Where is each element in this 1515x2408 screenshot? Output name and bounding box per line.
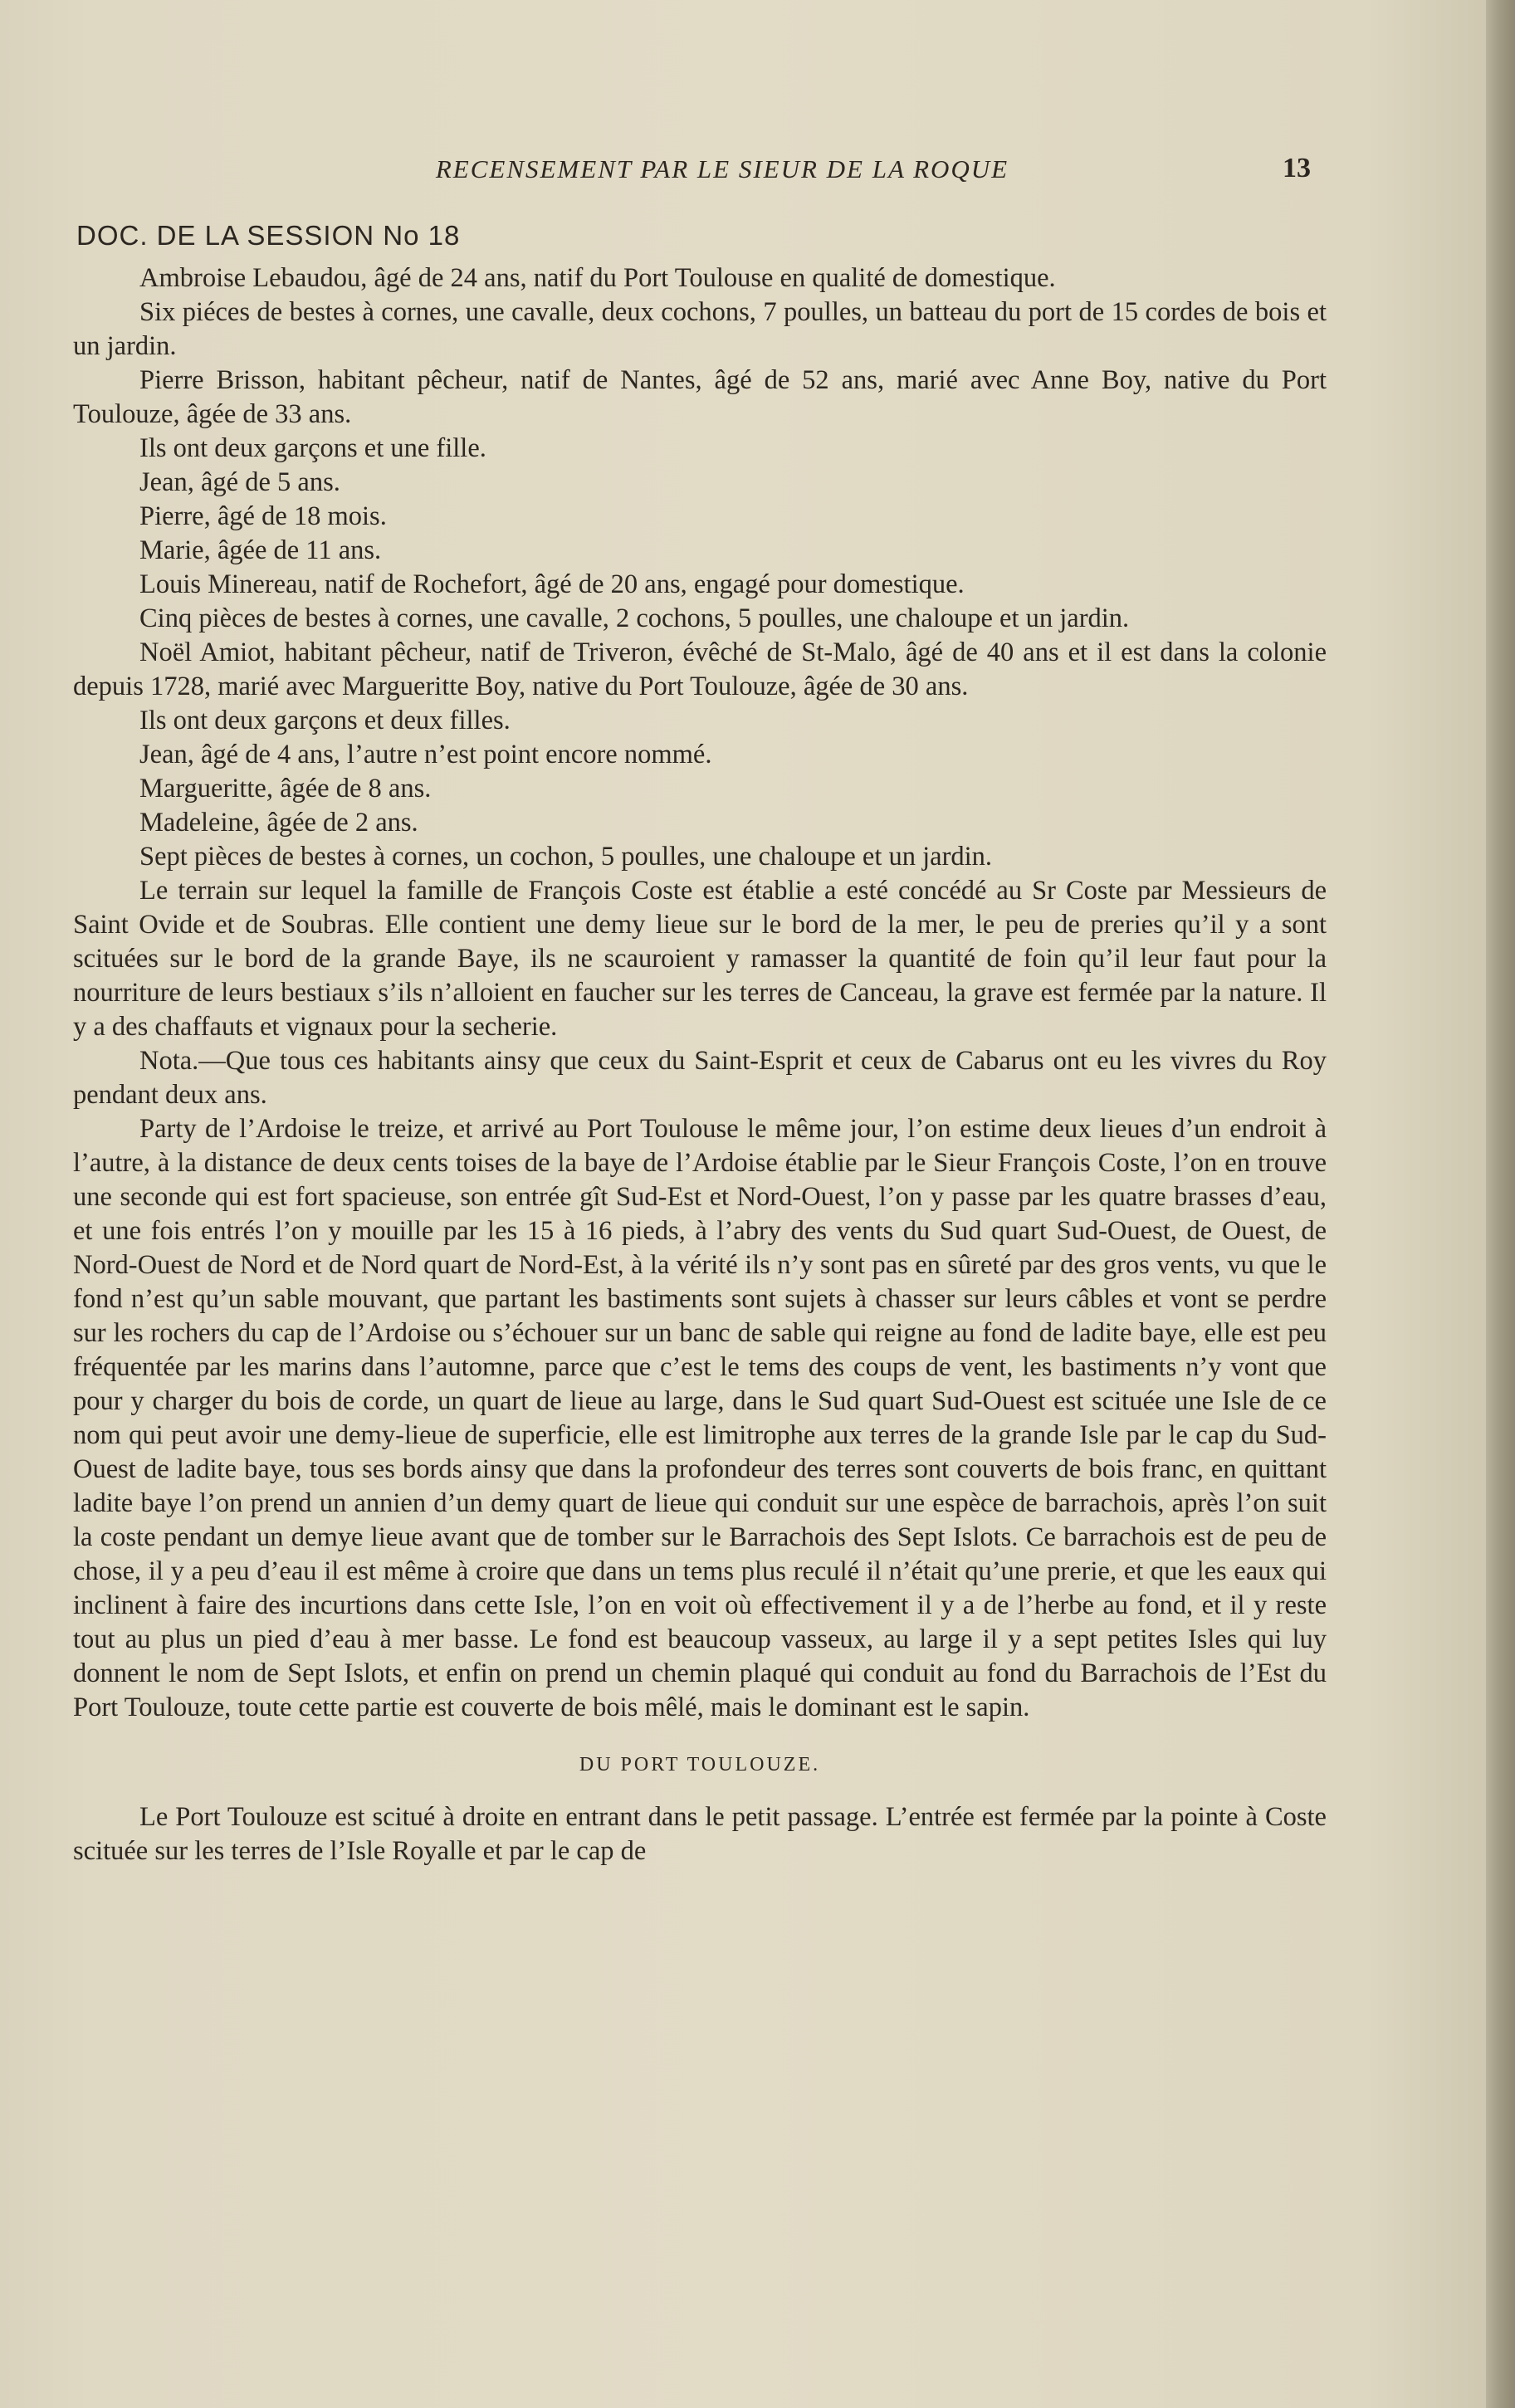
paragraph: Ils ont deux garçons et deux filles. <box>139 706 511 735</box>
paragraph: Pierre Brisson, habitant pêcheur, natif de Nantes, âgé de 52 ans, marié avec Anne Boy, native du Port Toulouze, âgée de 33 ans. <box>73 365 1327 429</box>
paragraph: Madeleine, âgée de 2 ans. <box>139 808 418 838</box>
paragraph: Ils ont deux garçons et une fille. <box>139 433 486 463</box>
session-label: DOC. DE LA SESSION No 18 <box>76 220 461 251</box>
paragraph-nota: Nota.—Que tous ces habitants ainsy que ceux du Saint-Esprit et ceux de Cabarus ont eu les vivres du Roy pendant deux ans. <box>73 1046 1327 1110</box>
paragraph: Louis Minereau, natif de Rochefort, âgé de 20 ans, engagé pour domestique. <box>139 569 965 599</box>
section-heading: DU PORT TOULOUZE. <box>579 1754 821 1775</box>
document-body <box>73 261 1327 1868</box>
paragraph: Party de l’Ardoise le treize, et arrivé au Port Toulouse le même jour, l’on estime deux lieues d’un endroit à l’autre, à la distance de deux cents toises de la baye de l’Ardoise établie par le Sieur François Coste, l’on en trouve une seconde qui est fort spacieuse, son entrée gît Sud-Est et Nord-Ouest, l’on y passe par les quatre brasses d’eau, et une fois entrés l’on y mouille par les 15 à 16 pieds, à l’abry des vents du Sud quart Sud-Ouest, de Ouest, de Nord-Ouest de Nord et de Nord quart de Nord-Est, à la vérité ils n’y sont pas en sûreté par des gros vents, vu que le fond n’est qu’un sable mouvant, que partant les bastiments sont sujets à chasser sur leurs câbles et vont se perdre sur les rochers du cap de l’Ardoise ou s’échouer sur un banc de sable qui reigne au fond de ladite baye, elle est peu fréquentée par les marins dans l’automne, parce que c’est le tems des coups de vent, les bastiments n’y vont que pour y charger du bois de corde, un quart de lieue au large, dans le Sud quart Sud-Ouest est scituée une Isle de ce nom qui peut avoir une demy-lieue de superficie, elle est limitrophe aux terres de la grande Isle par le cap du Sud-Ouest de ladite baye, tous ses bords ainsy que dans la profondeur des terres sont couverts de bois franc, en quittant ladite baye l’on prend un annien d’un demy quart de lieue qui conduit sur une espèce de barrachois, après l’on suit la coste pendant un demye lieue avant que de tomber sur le Barrachois des Sept Islots. Ce barrachois est de peu de chose, il y a peu d’eau il est même à croire que dans un tems plus reculé il n’était qu’une prerie, et que les eaux qui inclinent à faire des incurtions dans cette Isle, l’on en voit où effectivement il y a de l’herbe au fond, et il y reste tout au plus un pied d’eau à mer basse. Le fond est beaucoup vasseux, au large il y a sept petites Isles qui luy donnent le nom de Sept Islots, et enfin on prend un chemin plaqué qui conduit au fond du Barrachois de l’Est du Port Toulouze, toute cette partie est couverte de bois mêlé, mais le dominant est le sapin. <box>73 1114 1327 1722</box>
page-number: 13 <box>1283 153 1311 183</box>
paragraph: Jean, âgé de 4 ans, l’autre n’est point encore nommé. <box>139 740 712 769</box>
paragraph: Sept pièces de bestes à cornes, un cochon, 5 poulles, une chaloupe et un jardin. <box>139 842 993 872</box>
paragraph: Marie, âgée de 11 ans. <box>139 535 382 565</box>
paragraph: Jean, âgé de 5 ans. <box>139 467 340 497</box>
paragraph: Pierre, âgé de 18 mois. <box>139 501 387 531</box>
paragraph: Le terrain sur lequel la famille de François Coste est établie a esté concédé au Sr Coste par Messieurs de Saint Ovide et de Soubras. Elle contient une demy lieue sur le bord de la mer, le peu de preries qu’il y a sont scituées sur le bord de la grande Baye, ils ne scauroient y ramasser la quantité de foin qu’il leur faut pour la nourriture de leurs bestiaux s’ils n’alloient en faucher sur les terres de Canceau, la grave est fermée par la nature. Il y a des chaffauts et vignaux pour la secherie. <box>73 876 1327 1042</box>
paragraph: Noël Amiot, habitant pêcheur, natif de Triveron, évêché de St-Malo, âgé de 40 ans et il est dans la colonie depuis 1728, marié avec Margueritte Boy, native du Port Toulouze, âgée de 30 ans. <box>73 637 1327 701</box>
paragraph: Margueritte, âgée de 8 ans. <box>139 774 432 803</box>
paragraph: Ambroise Lebaudou, âgé de 24 ans, natif du Port Toulouse en qualité de domestique. <box>139 263 1056 293</box>
running-head: RECENSEMENT PAR LE SIEUR DE LA ROQUE <box>435 154 1009 183</box>
paragraph: Six piéces de bestes à cornes, une cavalle, deux cochons, 7 poulles, un batteau du port de 15 cordes de bois et un jardin. <box>73 297 1327 361</box>
paragraph: Cinq pièces de bestes à cornes, une cavalle, 2 cochons, 5 poulles, une chaloupe et un jardin. <box>139 603 1130 633</box>
paragraph: Le Port Toulouze est scitué à droite en entrant dans le petit passage. L’entrée est fermée par la pointe à Coste scituée sur les terres de l’Isle Royalle et par le cap de <box>73 1802 1327 1866</box>
book-spine-edge <box>1486 0 1515 2408</box>
